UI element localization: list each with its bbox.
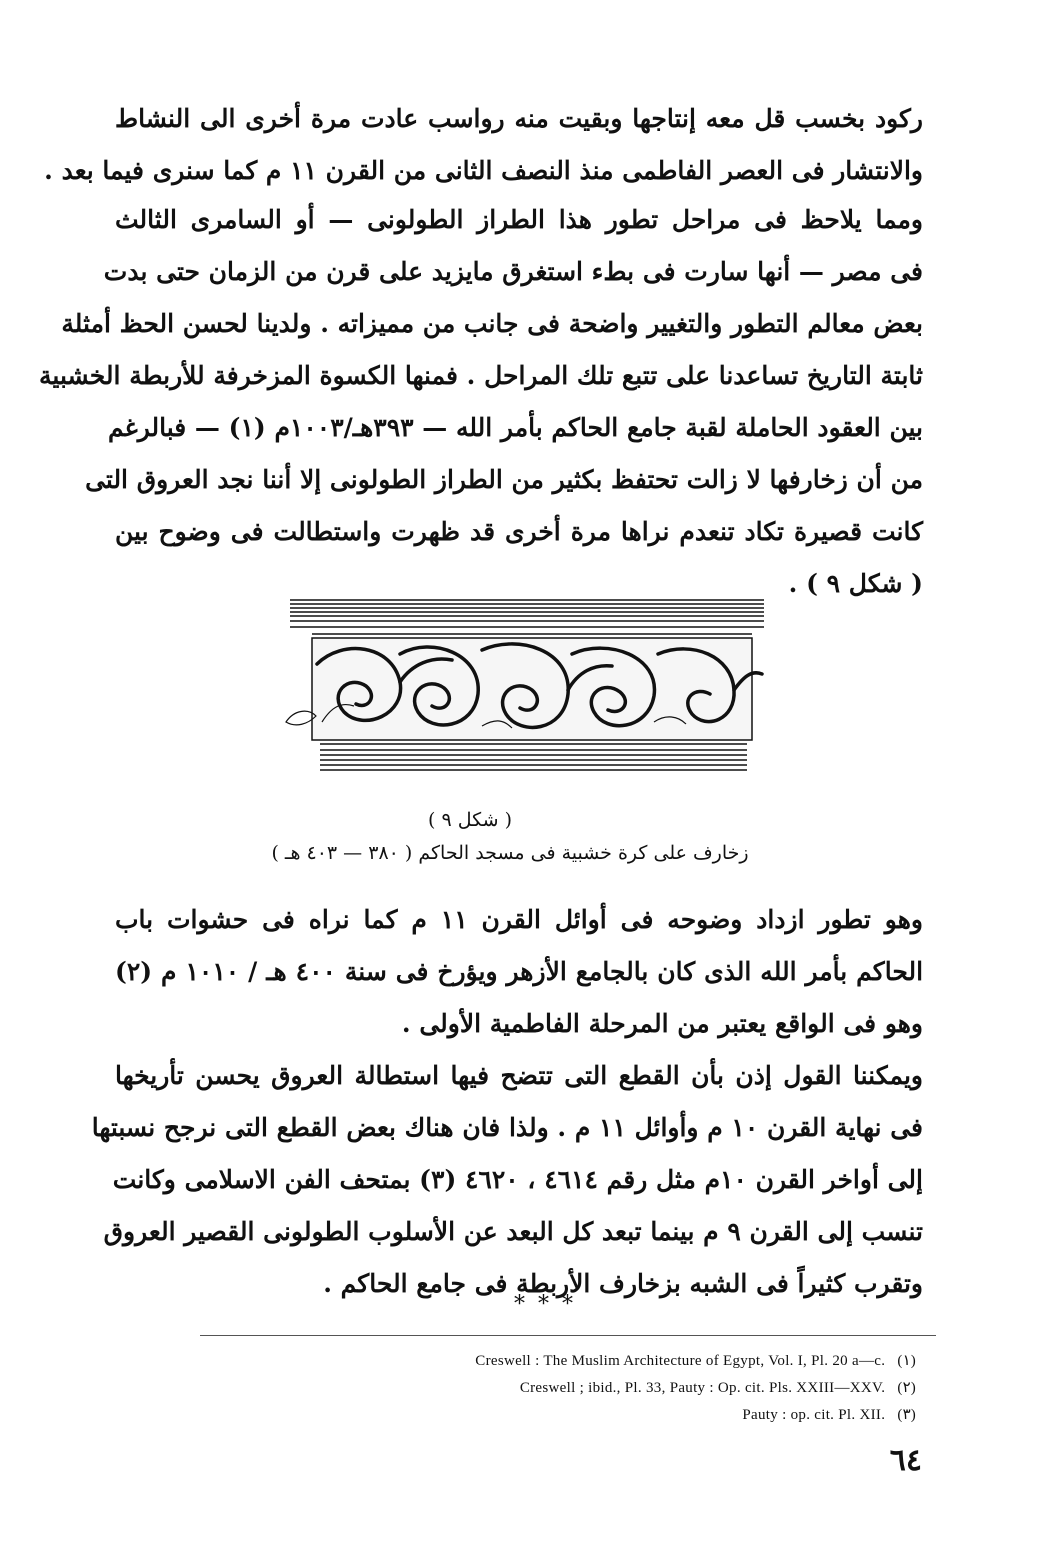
text-line: الحاكم بأمر الله الذى كان بالجامع الأزهر ويؤرخ فى سنة ٤٠٠ هـ / ١٠١٠ م (٢): [115, 957, 924, 986]
paragraph-1: [44, 93, 923, 197]
footnote-number: (١): [897, 1353, 916, 1369]
text-line: تنسب إلى القرن ٩ م بينما تبعد كل البعد عن الأسلوب الطولونى القصير العروق: [103, 1217, 923, 1246]
paragraph-2: [39, 194, 923, 610]
text-line: بعض معالم التطور والتغيير واضحة فى جانب من مميزاته . ولدينا لحسن الحظ أمثلة: [61, 309, 923, 338]
wood-carving-ornament-figure: [282, 594, 772, 784]
text-line: كانت قصيرة تكاد تنعدم نراها مرة أخرى قد ظهرت واستطالت فى وضوح بين: [115, 517, 923, 546]
footnote-text: Creswell : The Muslim Architecture of Egypt, Vol. I, Pl. 20 a—c.: [475, 1353, 886, 1369]
footnote-2: [520, 1378, 916, 1397]
text-line: من أن زخارفها لا زالت تحتفظ بكثير من الطراز الطولونى إلا أننا نجد العروق التى: [85, 465, 923, 494]
text-line: بين العقود الحاملة لقبة جامع الحاكم بأمر الله — ٣٩٣هـ/١٠٠٣م (١) — فبالرغم: [107, 413, 923, 442]
footnote-1: [475, 1351, 916, 1370]
page-number: ٦٤: [889, 1443, 922, 1478]
footnote-number: (٣): [897, 1407, 916, 1423]
text-line: ومما يلاحظ فى مراحل تطور هذا الطراز الطولونى — أو السامرى الثالث: [115, 205, 923, 234]
text-line: ( شكل ٩ ) .: [788, 569, 923, 598]
text-line: ويمكننا القول إذن بأن القطع التى تتضح فيها استطالة العروق يحسن تأريخها: [115, 1061, 923, 1090]
footnote-number: (٢): [897, 1380, 916, 1396]
text-line: فى مصر — أنها سارت فى بطء استغرق مايزيد على قرن من الزمان حتى بدت: [103, 257, 923, 286]
text-line: وتقرب كثيراً فى الشبه بزخارف الأربطة فى جامع الحاكم .: [323, 1269, 923, 1298]
text-line: إلى أواخر القرن ١٠م مثل رقم ٤٦١٤ ، ٤٦٢٠ (٣) بمتحف الفن الاسلامى وكانت: [112, 1165, 923, 1194]
text-line: ثابتة التاريخ تساعدنا على تتبع تلك المراحل . فمنها الكسوة المزخرفة للأربطة الخشبية: [39, 361, 923, 390]
text-line: ركود بخسب قل معه إنتاجها وبقيت منه رواسب عادت مرة أخرى الى النشاط: [115, 104, 923, 133]
text-line: وهو تطور ازداد وضوحه فى أوائل القرن ١١ م كما نراه فى حشوات باب: [115, 905, 923, 934]
section-separator: * * *: [514, 1292, 576, 1317]
paragraph-3: [115, 894, 923, 1050]
figure-caption: زخارف على كرة خشبية فى مسجد الحاكم ( ٣٨٠ — ٤٠٣ هـ ): [271, 842, 749, 864]
text-line: فى نهاية القرن ١٠ م وأوائل ١١ م . ولذا فان هناك بعض القطع التى نرجح نسبتها: [91, 1113, 923, 1142]
footnote-text: Pauty : op. cit. Pl. XII.: [742, 1407, 886, 1423]
figure-label: ( شكل ٩ ): [428, 809, 512, 831]
footnote-3: [742, 1405, 916, 1424]
text-line: وهو فى الواقع يعتبر من المرحلة الفاطمية الأولى .: [401, 1009, 923, 1038]
paragraph-4: [91, 1050, 923, 1310]
footnote-text: Creswell ; ibid., Pl. 33, Pauty : Op. cit. Pls. XXIII—XXV.: [519, 1380, 886, 1396]
footnote-rule: [200, 1335, 936, 1336]
text-line: والانتشار فى العصر الفاطمى منذ النصف الثانى من القرن ١١ م كما سنرى فيما بعد .: [44, 156, 923, 185]
